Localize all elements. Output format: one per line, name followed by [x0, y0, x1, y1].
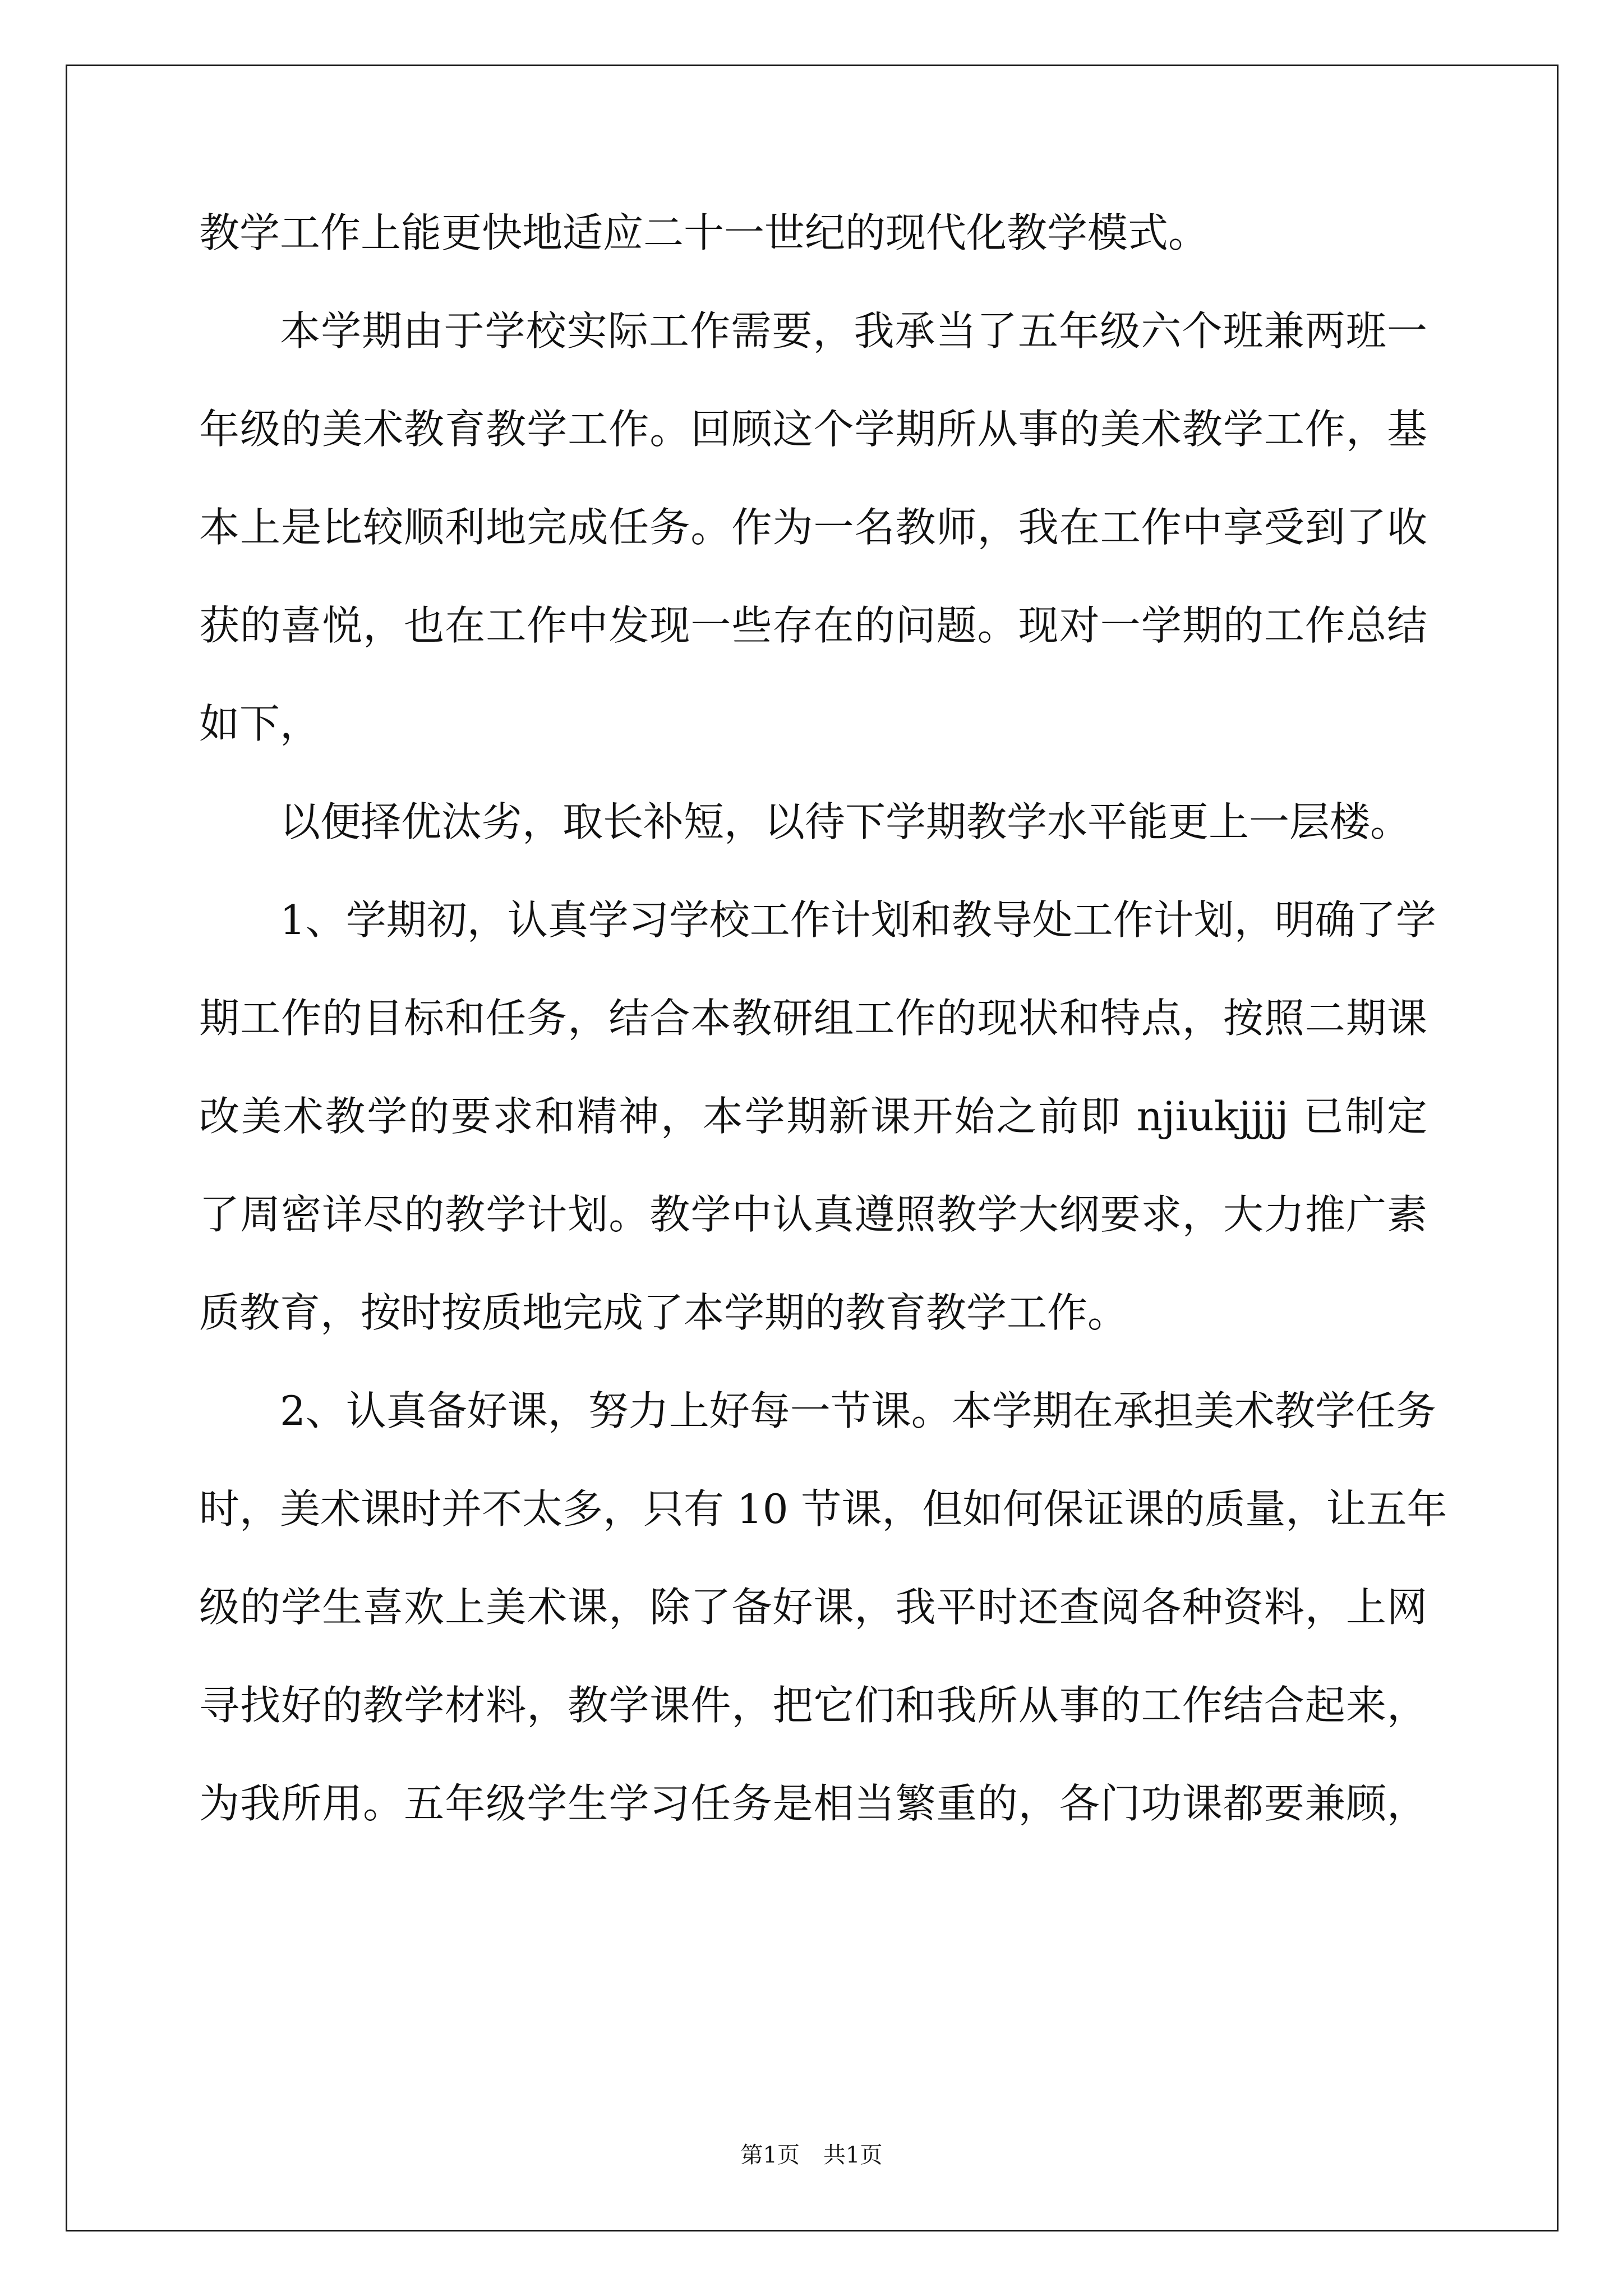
- page-number-current: 第1页: [740, 2142, 800, 2168]
- text-line: 为我所用。五年级学生学习任务是相当繁重的，各门功课都要兼顾，: [199, 1780, 1427, 1827]
- text-line: 时，美术课时并不太多，只有 10 节课，但如何保证课的质量，让五年: [199, 1485, 1447, 1533]
- page-number-total: 共1页: [823, 2142, 883, 2168]
- text-line: 本上是比较顺利地完成任务。作为一名教师，我在工作中享受到了收: [199, 504, 1427, 551]
- document-body: [199, 208, 1447, 1876]
- text-line: 寻找好的教学材料，教学课件，把它们和我所从事的工作结合起来，: [199, 1682, 1427, 1729]
- text-line: 改美术教学的要求和精神，本学期新课开始之前即 njiukjjjj 已制定: [199, 1093, 1427, 1140]
- text-line: 如下，: [199, 700, 321, 747]
- text-line: 2、认真备好课，努力上好每一节课。本学期在承担美术教学任务: [280, 1387, 1436, 1434]
- text-line: 年级的美术教育教学工作。回顾这个学期所从事的美术教学工作，基: [199, 406, 1427, 453]
- text-line: 教学工作上能更快地适应二十一世纪的现代化教学模式。: [199, 209, 1209, 256]
- text-line: 级的学生喜欢上美术课，除了备好课，我平时还查阅各种资料，上网: [199, 1584, 1427, 1631]
- text-line: 了周密详尽的教学计划。教学中认真遵照教学大纲要求，大力推广素: [199, 1191, 1427, 1238]
- text-line: 以便择优汰劣，取长补短，以待下学期教学水平能更上一层楼。: [280, 798, 1411, 845]
- text-line: 1、学期初，认真学习学校工作计划和教导处工作计划，明确了学: [280, 896, 1436, 944]
- text-line: 期工作的目标和任务，结合本教研组工作的现状和特点，按照二期课: [199, 995, 1427, 1042]
- text-line: 获的喜悦，也在工作中发现一些存在的问题。现对一学期的工作总结: [199, 602, 1427, 649]
- text-line: 本学期由于学校实际工作需要，我承当了五年级六个班兼两班一: [280, 307, 1427, 355]
- page-footer: [0, 2137, 1623, 2169]
- text-line: 质教育，按时按质地完成了本学期的教育教学工作。: [199, 1289, 1128, 1336]
